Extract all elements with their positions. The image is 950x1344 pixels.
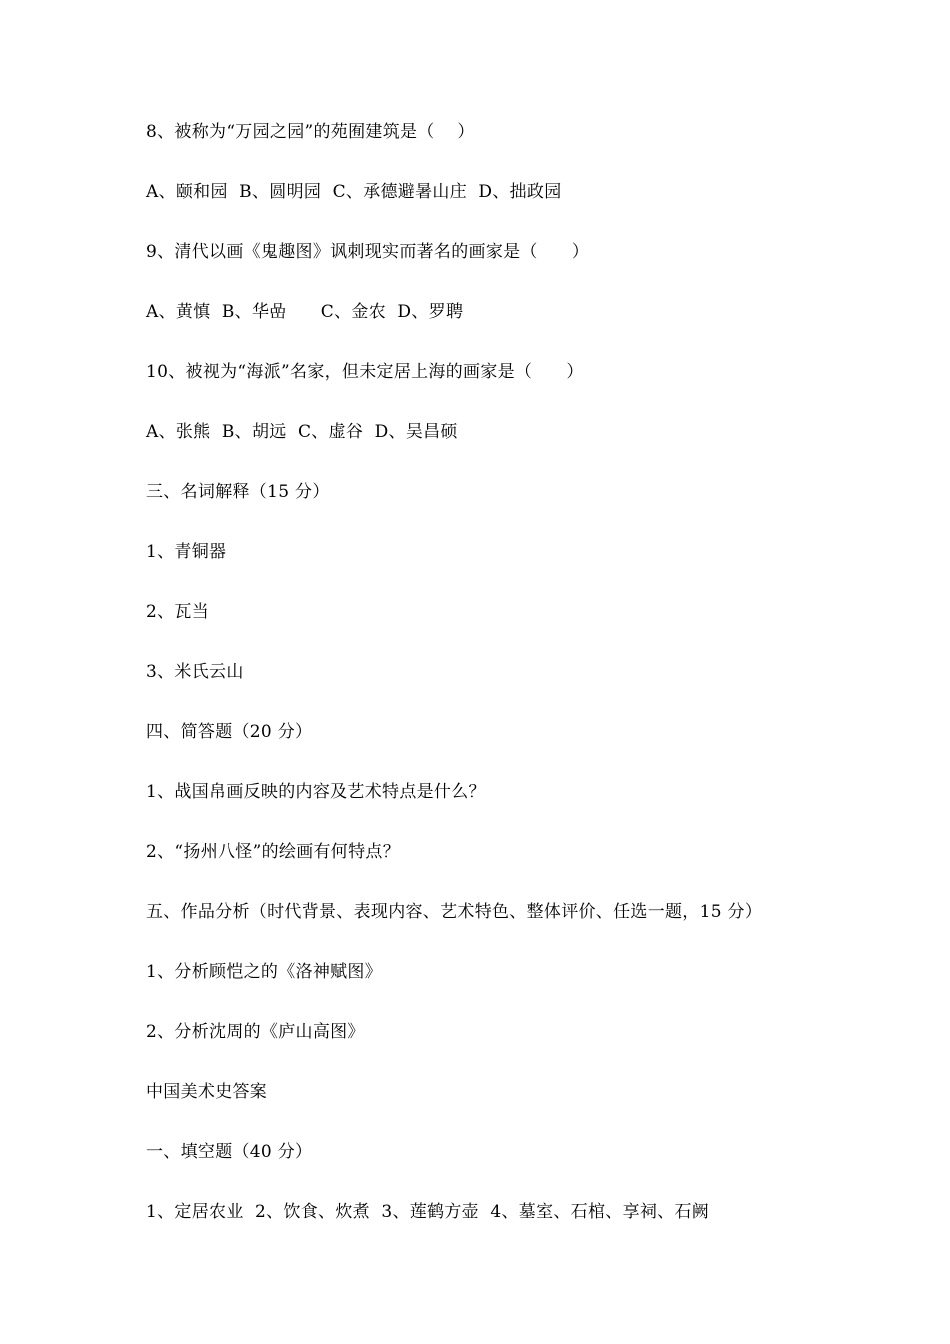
short-answer-1: 1、战国帛画反映的内容及艺术特点是什么？: [146, 782, 486, 802]
term-3: 3、米氏云山: [146, 662, 244, 682]
question-9: 9、清代以画《鬼趣图》讽刺现实而著名的画家是（ ）: [146, 242, 590, 262]
question-8-options: A、颐和园 B、圆明园 C、承德避暑山庄 D、拙政园: [146, 182, 562, 202]
section-3-heading: 三、名词解释（15 分）: [146, 482, 330, 502]
analysis-1: 1、分析顾恺之的《洛神赋图》: [146, 962, 383, 982]
term-2: 2、瓦当: [146, 602, 210, 622]
analysis-2: 2、分析沈周的《庐山高图》: [146, 1022, 365, 1042]
question-10: 10、被视为“海派”名家，但未定居上海的画家是（ ）: [146, 362, 584, 382]
section-4-heading: 四、简答题（20 分）: [146, 722, 313, 742]
answer-title: 中国美术史答案: [146, 1082, 268, 1102]
question-8: 8、被称为“万园之园”的苑囿建筑是（ ）: [146, 122, 475, 142]
short-answer-2: 2、“扬州八怪”的绘画有何特点？: [146, 842, 400, 862]
term-1: 1、青铜器: [146, 542, 227, 562]
question-10-options: A、张熊 B、胡远 C、虚谷 D、吴昌硕: [146, 422, 458, 442]
section-5-heading: 五、作品分析（时代背景、表现内容、艺术特色、整体评价、任选一题，15 分）: [146, 902, 763, 922]
answer-section-1-heading: 一、填空题（40 分）: [146, 1142, 313, 1162]
question-9-options: A、黄慎 B、华嵒 C、金农 D、罗聘: [146, 302, 464, 322]
answer-section-1-items: 1、定居农业 2、饮食、炊煮 3、莲鹤方壶 4、墓室、石棺、享祠、石阙: [146, 1202, 710, 1222]
